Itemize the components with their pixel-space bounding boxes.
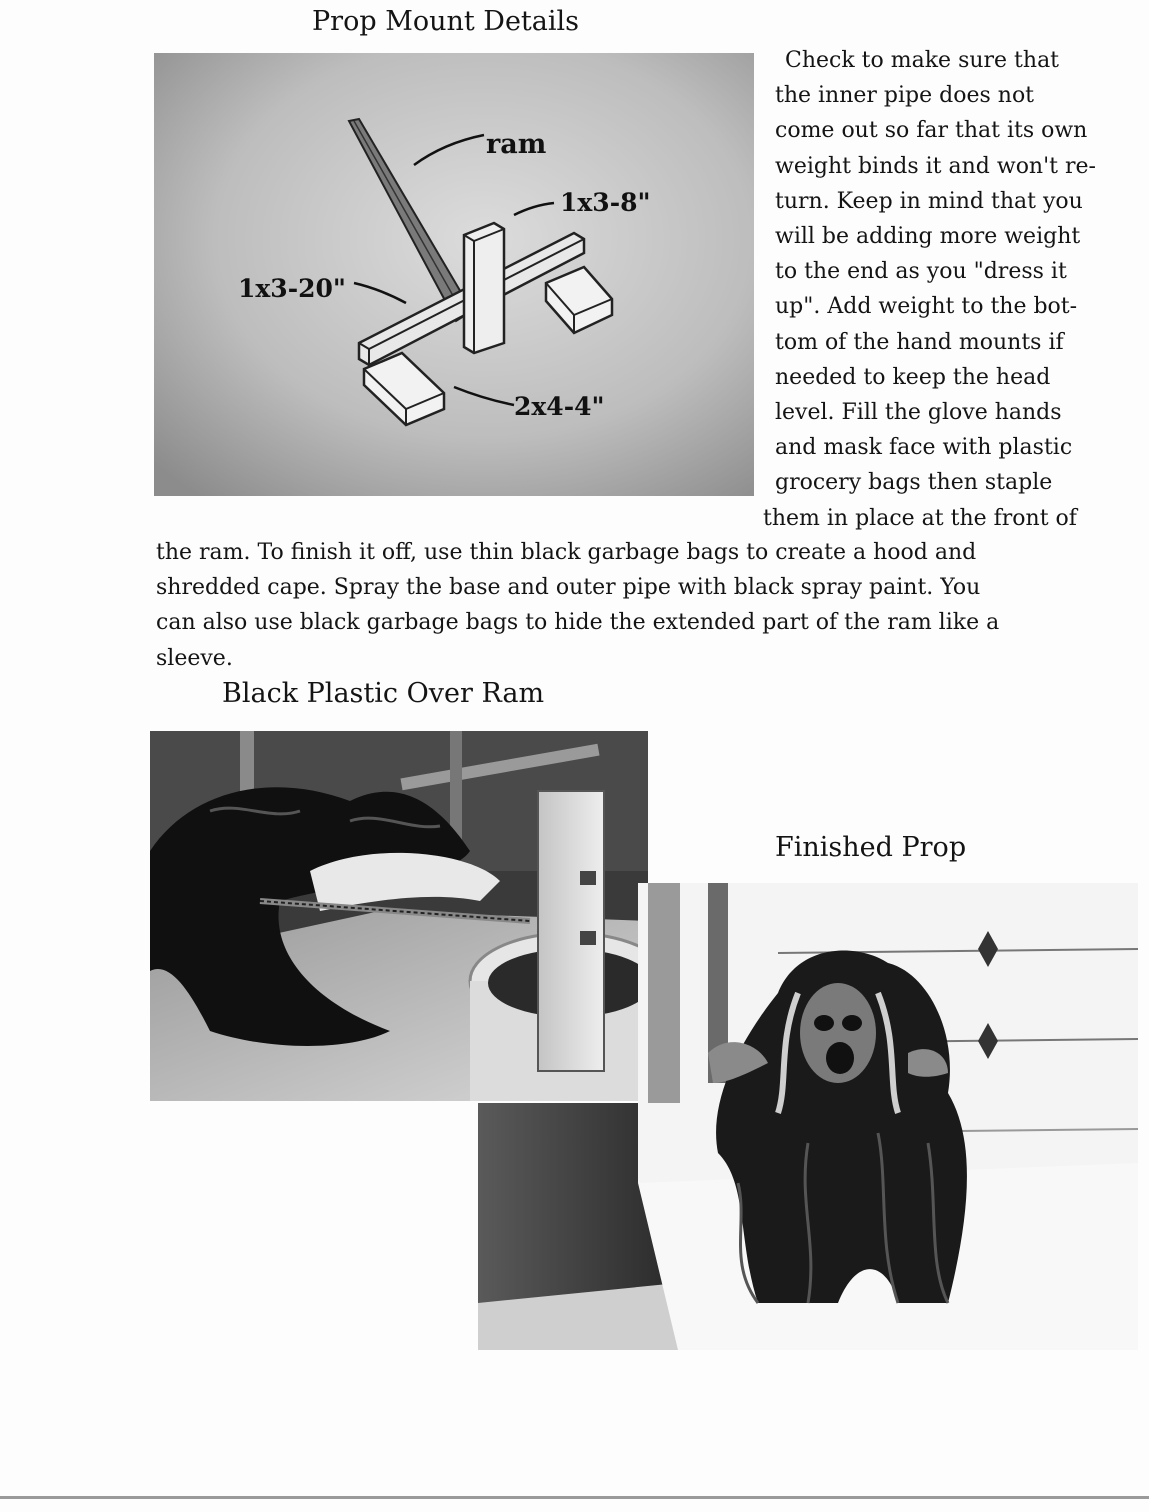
text-line: the inner pipe does not xyxy=(775,83,1035,109)
right-column-text xyxy=(763,43,1096,536)
text-line: needed to keep the head xyxy=(775,364,1051,390)
prop-mount-heading: Prop Mount Details xyxy=(312,6,580,37)
text-line: shredded cape. Spray the base and outer pipe with black spray paint. You xyxy=(156,575,981,601)
text-line: Check to make sure that xyxy=(785,48,1060,73)
diagram-label-1x3-20: 1x3-20" xyxy=(238,274,346,303)
text-line: weight binds it and won't re- xyxy=(775,153,1096,179)
text-line: grocery bags then staple xyxy=(775,470,1053,496)
prop-mount-diagram xyxy=(154,53,754,496)
text-line: up". Add weight to the bot- xyxy=(775,294,1078,320)
text-line: sleeve. xyxy=(156,645,233,671)
text-line: can also use black garbage bags to hide the extended part of the ram like a xyxy=(156,610,1000,636)
text-line: come out so far that its own xyxy=(775,118,1088,144)
diagram-label-1x3-8: 1x3-8" xyxy=(560,188,651,217)
text-line: and mask face with plastic xyxy=(775,435,1073,461)
text-line: them in place at the front of xyxy=(763,505,1077,531)
black-plastic-heading: Black Plastic Over Ram xyxy=(222,678,545,709)
finished-prop-heading: Finished Prop xyxy=(775,832,967,863)
text-line: the ram. To finish it off, use thin black garbage bags to create a hood and xyxy=(156,540,977,565)
diagram-label-2x4-4: 2x4-4" xyxy=(514,392,605,421)
full-width-text xyxy=(156,535,999,676)
finished-prop-photo xyxy=(478,883,1138,1350)
text-line: will be adding more weight xyxy=(775,224,1081,250)
text-line: level. Fill the glove hands xyxy=(775,400,1062,426)
page-bottom-edge xyxy=(0,1496,1149,1499)
text-line: tom of the hand mounts if xyxy=(775,329,1064,355)
text-line: turn. Keep in mind that you xyxy=(775,188,1083,214)
text-line: to the end as you "dress it xyxy=(775,259,1067,285)
diagram-label-ram: ram xyxy=(486,129,547,160)
